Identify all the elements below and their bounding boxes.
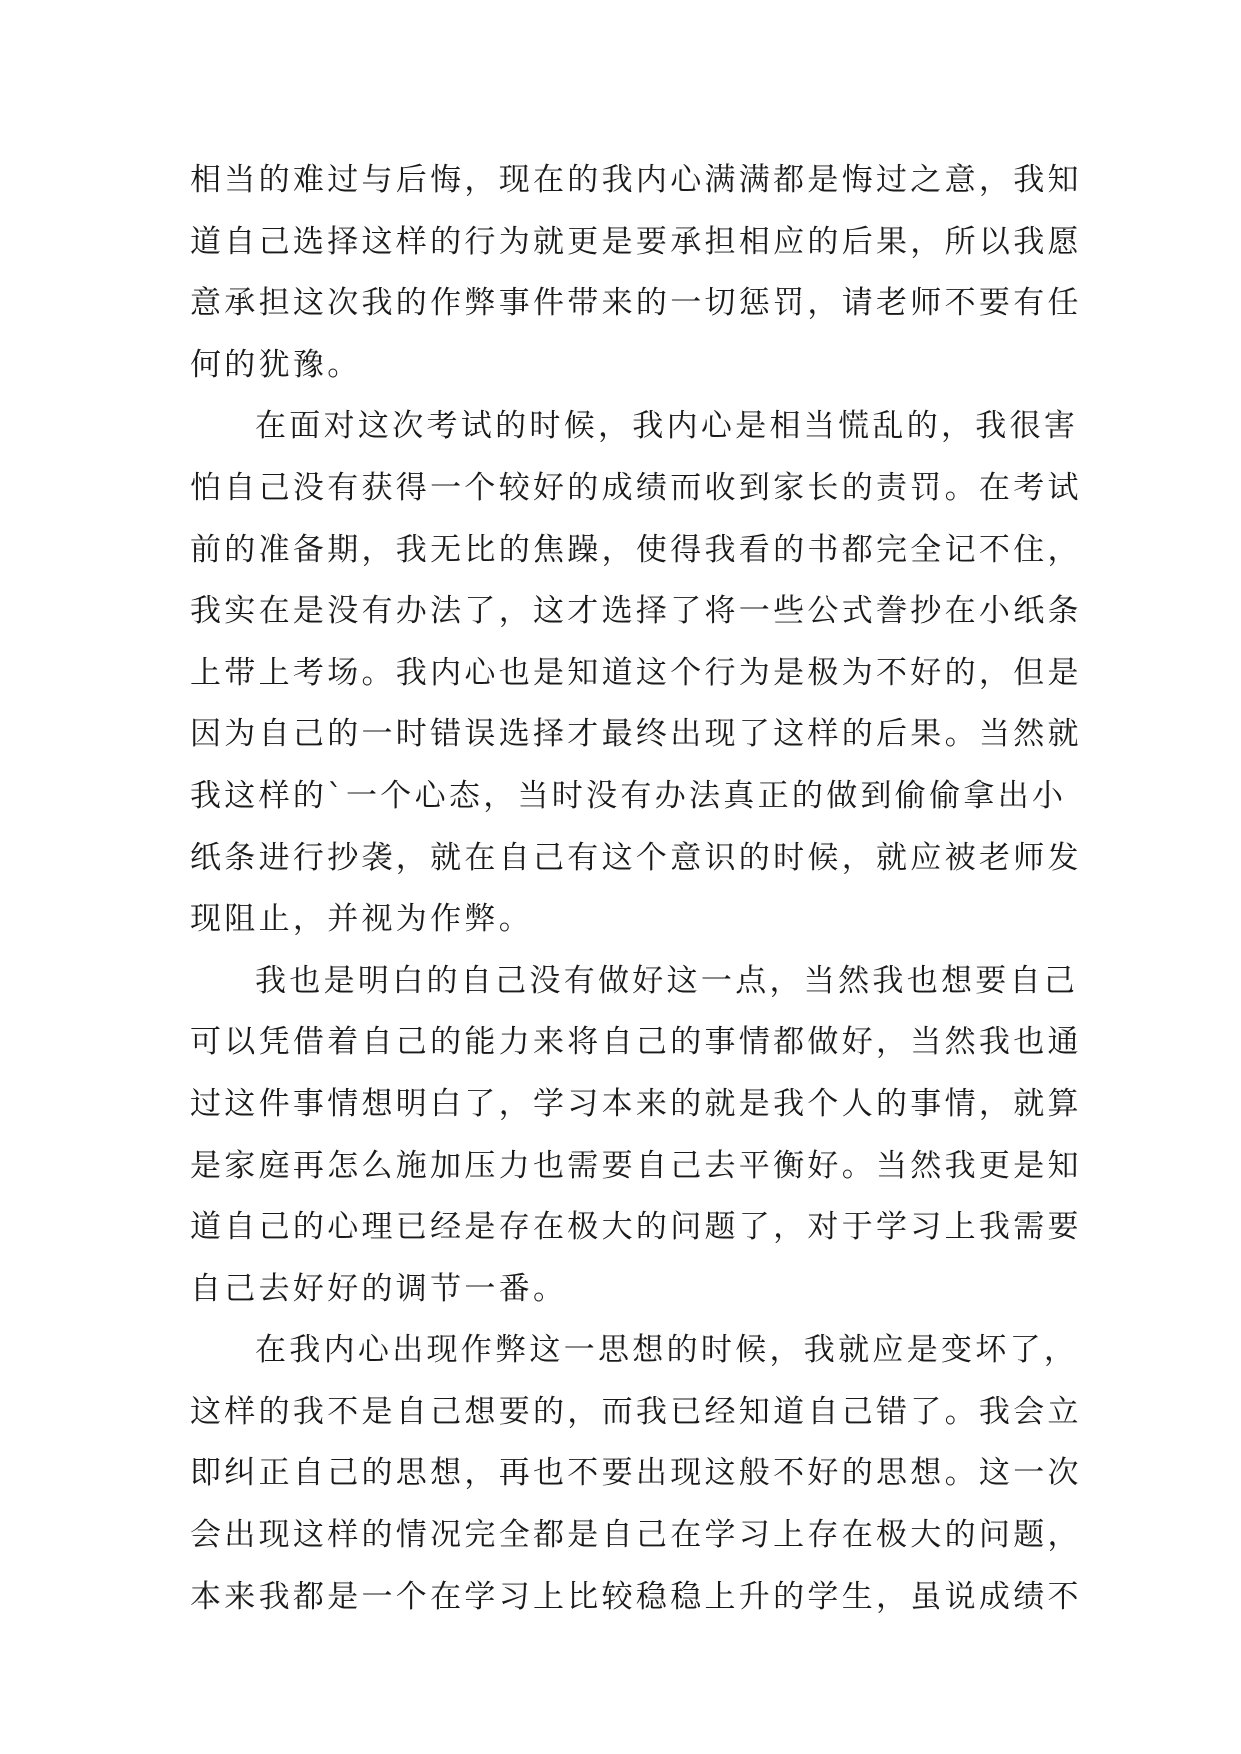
text-line: 我实在是没有办法了，这才选择了将一些公式誊抄在小纸条 xyxy=(190,593,1082,630)
text-line: 因为自己的一时错误选择才最终出现了这样的后果。当然就 xyxy=(190,716,1082,753)
paragraph-first-line: 在面对这次考试的时候，我内心是相当慌乱的，我很害 xyxy=(255,408,1079,445)
text-line: 纸条进行抄袭，就在自己有这个意识的时候，就应被老师发 xyxy=(190,839,1082,876)
text-line: 道自己选择这样的行为就更是要承担相应的后果，所以我愿 xyxy=(190,223,1082,260)
document-body xyxy=(190,150,1082,1628)
text-line: 前的准备期，我无比的焦躁，使得我看的书都完全记不住， xyxy=(190,531,1082,568)
text-line: 即纠正自己的思想，再也不要出现这般不好的思想。这一次 xyxy=(190,1455,1082,1492)
text-line: 是家庭再怎么施加压力也需要自己去平衡好。当然我更是知 xyxy=(190,1147,1082,1184)
paragraph-first-line: 在我内心出现作弊这一思想的时候，我就应是变坏了， xyxy=(255,1332,1079,1369)
text-line: 怕自己没有获得一个较好的成绩而收到家长的责罚。在考试 xyxy=(190,469,1082,506)
text-line: 可以凭借着自己的能力来将自己的事情都做好，当然我也通 xyxy=(190,1024,1082,1061)
text-line: 上带上考场。我内心也是知道这个行为是极为不好的，但是 xyxy=(190,654,1082,691)
paragraph-first-line: 我也是明白的自己没有做好这一点，当然我也想要自己 xyxy=(255,962,1079,999)
text-line: 道自己的心理已经是存在极大的问题了，对于学习上我需要 xyxy=(190,1209,1082,1246)
text-line: 本来我都是一个在学习上比较稳稳上升的学生，虽说成绩不 xyxy=(190,1578,1082,1615)
text-line: 自己去好好的调节一番。 xyxy=(190,1270,568,1307)
text-line: 相当的难过与后悔，现在的我内心满满都是悔过之意，我知 xyxy=(190,162,1082,198)
text-line: 意承担这次我的作弊事件带来的一切惩罚，请老师不要有任 xyxy=(190,285,1082,322)
text-line: 我这样的`一个心态，当时没有办法真正的做到偷偷拿出小 xyxy=(190,777,1067,814)
text-line: 何的犹豫。 xyxy=(190,346,362,383)
text-line: 这样的我不是自己想要的，而我已经知道自己错了。我会立 xyxy=(190,1393,1082,1430)
text-line: 现阻止，并视为作弊。 xyxy=(190,901,533,938)
text-line: 会出现这样的情况完全都是自己在学习上存在极大的问题， xyxy=(190,1517,1082,1554)
text-line: 过这件事情想明白了，学习本来的就是我个人的事情，就算 xyxy=(190,1085,1082,1122)
